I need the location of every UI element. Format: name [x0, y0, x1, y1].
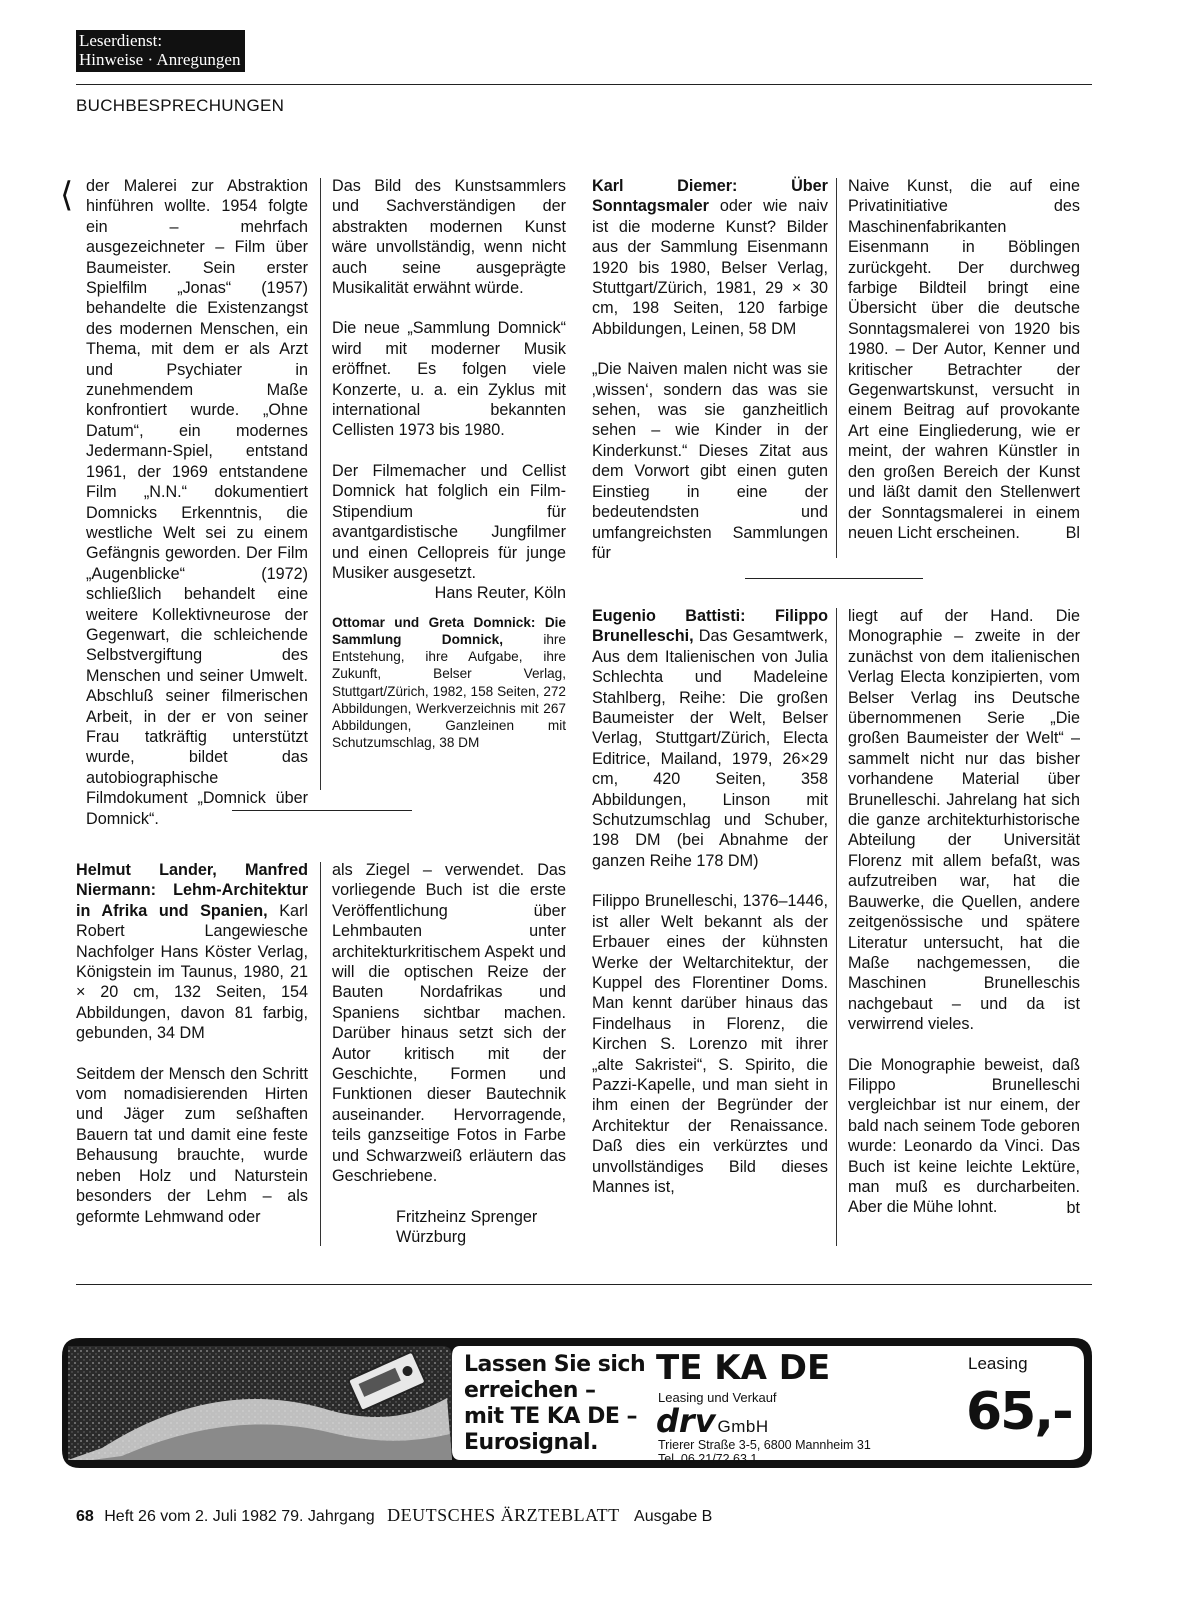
- paragraph: Filippo Brunelleschi, 1376–1446, ist aller Welt bekannt als der Erbauer eines der kühnsten Werke der Weltarchitektur, der Kuppel des Florentiner Doms. Man kennt darüber hinaus das Findelhaus in Florenz, die Kirchen S. Lorenzo mit ihrer „alte Sakristei“, S. Spirito, die Pazzi-Kapelle, und man sieht in ihm einen der Begründer der Architektur der Renaissance. Daß dies ein verkürztes und unvollständiges Bild dieses Mannes ist,: [592, 892, 828, 1196]
- journal-name: DEUTSCHES ÄRZTEBLATT: [387, 1505, 620, 1525]
- paragraph: Die neue „Sammlung Domnick“ wird mit moderner Musik eröffnet. Es folgen viele Konzerte, u. a. ein Zyklus mit international bekannten Cellisten 1973 bis 1980.: [332, 319, 566, 440]
- ad-price: 65,-: [966, 1382, 1072, 1442]
- book-reference-title: Helmut Lander, Manfred Niermann: Lehm-Architektur in Afrika und Spanien,: [76, 861, 308, 920]
- book-reference-details: Das Gesamtwerk, Aus dem Italienischen von Julia Schlechta und Madeleine Stahlberg, Reihe: Die großen Baumeister der Welt, Belser Verlag, Stuttgart/Zürich, Electa Editrice, Mailand, 1979, 26×29 cm, 420 Seiten, 358 Abbildungen, Linson mit Schutzumschlag und Schuber, 198 DM (bei Abnahme der ganzen Reihe 178 DM): [592, 627, 828, 870]
- article-domnick-col2: [332, 176, 566, 751]
- paragraph: [332, 461, 566, 583]
- paragraph: liegt auf der Hand. Die Monographie – zweite in der zunächst von dem italienischen Verlag Electa konzipierten, vom Belser Verlag ins Deutsche übernommenen Serie „Die großen Baumeister der Welt“ – sammelt nicht nur das bisher vorhandene Material über Brunelleschi. Jahrelang hat sich die ganze architekturhistorische Abteilung der Universität Florenz mit allem befaßt, was aufzutreiben war, hat die Bauwerke, die Quellen, andere zeitgenössische und spätere Literatur untersucht, hat die Maße nachgemessen, die Maschinen Brunelleschis nachgebaut – und da ist verwirrend vieles.: [848, 607, 1080, 1034]
- column-rule: [320, 862, 321, 1246]
- book-reference-details: ihre Entstehung, ihre Aufgabe, ihre Zukunft, Belser Verlag, Stuttgart/Zürich, 1982, 158 Seiten, 272 Abbildungen, Werkverzeichnis mit 267 Abbildungen, Ganzleinen mit Schutzumschlag, 38 DM: [332, 631, 566, 751]
- book-reference: [332, 614, 566, 752]
- article-divider: [745, 578, 923, 579]
- ad-slogan: [464, 1352, 645, 1456]
- book-reference: [76, 860, 308, 1044]
- paragraph: Die Monographie beweist, daß Filippo Brunelleschi vergleichbar ist nur einem, der bald nach seinem Tode geboren wurde: Leonardo da Vinci. Das Buch ist keine leichte Lektüre, man muß es durcharbeiten. Aber die Mühe lohnt.: [848, 1055, 1080, 1217]
- article-battisti-col1: [592, 606, 828, 1197]
- ad-top-rule: [76, 1284, 1092, 1285]
- paragraph: Naive Kunst, die auf eine Privatinitiative des Maschinenfabrikanten Eisenmann in Böblingen zurückgeht. Der durchweg farbige Bildteil bringt eine Übersicht über die deutsche Sonntagsmalerei von 1920 bis 1980. – Der Autor, Kenner und kritischer Betrachter der Gegenwartskunst, versucht in einem Beitrag auf provokante Art eine Eingliederung, wie er meint, der wahren Künstler in den großen Bereich der Kunst und läßt damit den Stellenwert der Sonntagsmalerei in einem neuen Licht erscheinen.: [848, 177, 1080, 542]
- ad-leasing-label: Leasing: [968, 1354, 1028, 1373]
- article-lander-col2: [332, 860, 566, 1247]
- book-reference-title: Ottomar und Greta Domnick: Die Sammlung Domnick,: [332, 614, 566, 647]
- ad-slogan-line: Lassen Sie sich: [464, 1352, 646, 1377]
- ad-dealer-logo-mark: drv: [656, 1402, 716, 1440]
- author-signature: [332, 1207, 566, 1248]
- paragraph: Das Bild des Kunstsammlers und Sachverständigen der abstrakten modernen Kunst wäre unvollständig, wenn nicht auch seine ausgeprägte Musikalität erwähnt würde.: [332, 177, 566, 298]
- article-battisti-col2: [848, 606, 1080, 1218]
- author-name: Fritzheinz Sprenger: [396, 1207, 538, 1226]
- ad-dealer-logo: [656, 1404, 769, 1438]
- column-rule: [836, 178, 837, 558]
- paragraph: „Die Naiven malen nicht was sie ‚wissen‘, sondern das was sie sehen, was sie ganzheitlich sehen – wie Kinder in der Kinderkunst.“ Dieses Zitat aus dem Vorwort gibt einen guten Einstieg in eine der bedeutendsten und umfangreichsten Sammlungen für: [592, 360, 828, 562]
- article-diemer-col2: [848, 176, 1080, 544]
- paragraph: Seitdem der Mensch den Schritt vom nomadisierenden Hirten und Jäger zum seßhaften Bauern tat und damit eine feste Behausung brauchte, wurde neben Holz und Naturstein besonders der Lehm – als geformte Lehmwand oder: [76, 1064, 308, 1226]
- section-tag-line1: Leserdienst:: [79, 31, 163, 50]
- paragraph: der Malerei zur Abstraktion hinführen wollte. 1954 folgte ein – mehrfach ausgezeichneter – Film über Baumeister. Sein erster Spielfilm „Jonas“ (1957) behandelte die Existenzangst des modernen Menschen, ein Thema, mit dem er als Arzt und Psychiater in zunehmendem Maße konfrontiert wurde. „Ohne Datum“, ein modernes Jedermann-Spiel, entstand 1961, der 1969 entstandene Film „N.N.“ dokumentiert Domnicks Erkenntnis, die westliche Welt sei zu einem Gefängnis geworden. Der Film „Augenblicke“ (1972) schließlich behandelt eine weitere Kollektivneurose der Gegenwart, die schleichende Selbstvergiftung des Menschen und seiner Umwelt. Abschluß seiner filmerischen Arbeit, in der er von seiner Frau tatkräftig unterstützt wurde, bildet das autobiographische Filmdokument „Domnick über Domnick“.: [86, 177, 308, 828]
- ad-dealer-suffix: GmbH: [717, 1417, 769, 1436]
- article-lander-col1: [76, 860, 308, 1227]
- advertisement: [62, 1338, 1092, 1468]
- article-diemer-col1: [592, 176, 828, 563]
- author-signature: bt: [1066, 1198, 1080, 1217]
- column-rule: [836, 608, 837, 1246]
- book-reference: [592, 606, 828, 871]
- author-city: Würzburg: [396, 1227, 467, 1246]
- ad-brand-subtitle: Leasing und Verkauf: [658, 1390, 777, 1405]
- ad-slogan-line: erreichen –: [464, 1378, 596, 1403]
- book-reference-details: Karl Robert Langewiesche Nachfolger Hans Köster Verlag, Königstein im Taunus, 1980, 21 × 20 cm, 132 Seiten, 154 Abbildungen, davon 81 farbig, gebunden, 34 DM: [76, 901, 308, 1043]
- issue-info: Heft 26 vom 2. Juli 1982 79. Jahrgang: [104, 1508, 375, 1525]
- ad-brand-logo: TE KA DE: [656, 1348, 831, 1388]
- section-title: BUCHBESPRECHUNGEN: [76, 96, 285, 115]
- continuation-marker-icon: ⟨: [60, 175, 74, 215]
- header-rule: [76, 84, 1092, 85]
- book-reference-details: oder wie naiv ist die moderne Kunst? Bilder aus der Sammlung Eisenmann 1920 bis 1980, Belser Verlag, Stuttgart/Zürich, 1981, 29 × 30 cm, 198 Seiten, 120 farbige Abbildungen, Leinen, 58 DM: [592, 197, 828, 338]
- book-reference-title: Karl Diemer: Über Sonntagsmaler: [592, 177, 828, 216]
- paragraph: als Ziegel – verwendet. Das vorliegende Buch ist die erste Veröffentlichung über Lehmbauten unter architekturkritischem Aspekt und will die optischen Reize der Bauten Nordafrikas und Spaniens sichtbar machen. Darüber hinaus setzt sich der Autor kritisch mit der Geschichte, Formen und Funktionen dieser Bautechnik auseinander. Hervorragende, teils ganzseitige Fotos in Farbe und Schwarzweiß erläutern das Geschriebene.: [332, 861, 566, 1186]
- page-footer: [76, 1505, 712, 1526]
- ad-slogan-line: Eurosignal.: [464, 1430, 598, 1455]
- section-tag: [76, 30, 245, 72]
- page-number: 68: [76, 1508, 94, 1525]
- book-reference-title: Eugenio Battisti: Filippo Brunelleschi,: [592, 607, 828, 646]
- article-divider: [232, 810, 412, 811]
- book-reference: [592, 176, 828, 339]
- column-rule: [320, 178, 321, 790]
- ad-slogan-line: mit TE KA DE –: [464, 1404, 638, 1429]
- edition: Ausgabe B: [634, 1508, 713, 1525]
- section-tag-line2: Hinweise · Anregungen: [79, 50, 241, 69]
- article-domnick-col1: [86, 176, 308, 829]
- author-signature: Hans Reuter, Köln: [434, 584, 566, 603]
- ad-address-block: [658, 1438, 871, 1466]
- ad-phone: Tel. 06 21/72 63 1: [658, 1452, 758, 1466]
- ad-address: Trierer Straße 3-5, 6800 Mannheim 31: [658, 1438, 871, 1452]
- author-signature: Bl: [1065, 524, 1080, 543]
- paragraph-text: Der Filmemacher und Cellist Domnick hat folglich ein Film-Stipendium für avantgardistische Jungfilmer und einen Cellopreis für junge Musiker ausgesetzt.: [332, 461, 566, 582]
